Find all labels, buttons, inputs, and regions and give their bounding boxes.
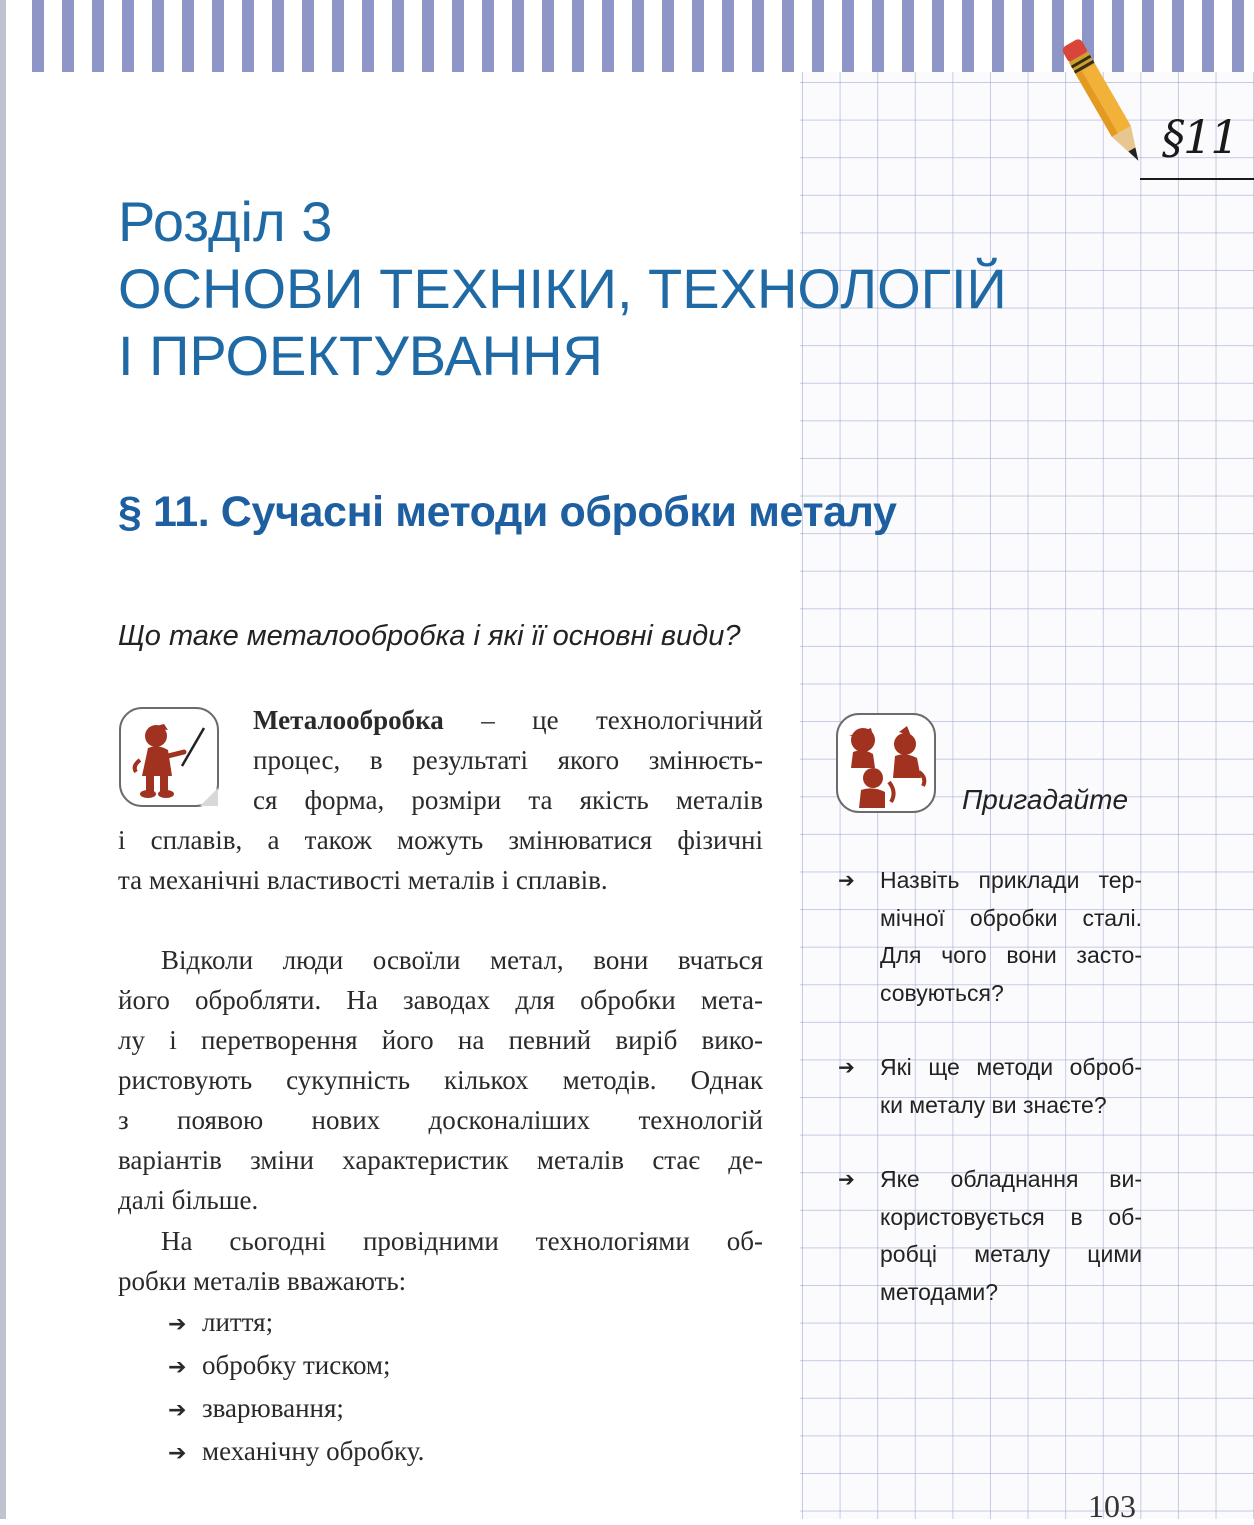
paragraph-technologies [118, 1221, 763, 1301]
section-rule [1140, 178, 1254, 180]
paragraph-history [118, 940, 763, 1220]
page-number: 103 [1088, 1488, 1136, 1524]
list-item: ➔ механічну обробку. [168, 1431, 424, 1474]
question-heading: Що таке металообробка і які її основні види? [118, 620, 741, 652]
definition-term: Металообробка [253, 705, 444, 735]
definition-line: і сплавів, а також можуть змінюватися фізичні [118, 825, 763, 855]
sidebar-question: ➔ Які ще методи оброб- ки металу ви знаєте? [838, 1049, 1142, 1124]
chapter-name-line1: ОСНОВИ ТЕХНІКИ, ТЕХНОЛОГІЙ [118, 257, 1007, 320]
paragraph-line: його обробляти. На заводах для обробки мета- [118, 985, 763, 1015]
sidebar-question: ➔ Яке обладнання ви- користовується в об- робці металу цими методами? [838, 1161, 1142, 1311]
paragraph-line: з появою нових досконаліших технологій [118, 1105, 763, 1135]
list-item: ➔ обробку тиском; [168, 1345, 424, 1388]
paragraph-line: робки металів вважають: [118, 1266, 407, 1296]
sidebar-question: ➔ Назвіть приклади тер- мічної обробки сталі. Для чого вони засто- совуються? [838, 862, 1142, 1012]
arrow-icon: ➔ [168, 1398, 187, 1423]
paragraph-line: Відколи люди освоїли метал, вони вчаться [161, 945, 763, 975]
definition-line: та механічні властивості металів і сплавів. [118, 865, 608, 895]
remember-label: Пригадайте [962, 784, 1129, 815]
arrow-icon: ➔ [168, 1355, 187, 1380]
chapter-name-line2: І ПРОЕКТУВАННЯ [118, 324, 603, 387]
chapter-number: Розділ 3 [118, 190, 333, 253]
arrow-icon: ➔ [838, 1167, 855, 1191]
arrow-icon: ➔ [168, 1441, 187, 1466]
paragraph-line: ристовують сукупність кількох методів. Однак [118, 1065, 763, 1095]
remember-characters-icon [835, 712, 937, 814]
definition-line: ся форма, розміри та якість металів [253, 785, 763, 815]
arrow-icon: ➔ [838, 868, 855, 892]
definition-line: Металообробка – це технологічний [253, 705, 763, 735]
paragraph-line: далі більше. [118, 1185, 259, 1215]
arrow-icon: ➔ [838, 1055, 855, 1079]
definition-continuation [118, 820, 763, 900]
section-title: § 11. Сучасні методи обробки металу [118, 488, 897, 536]
page-border [0, 0, 6, 1519]
arrow-icon: ➔ [168, 1312, 187, 1337]
teacher-character-icon [118, 706, 220, 808]
section-mark: §11 [1162, 110, 1238, 164]
paragraph-line: варіантів зміни характеристик металів стає де- [118, 1145, 763, 1175]
paragraph-line: На сьогодні провідними технологіями об- [161, 1226, 763, 1256]
chapter-title [118, 188, 1007, 389]
list-item: ➔ зварювання; [168, 1388, 424, 1431]
paragraph-line: лу і перетворення його на певний виріб вико- [118, 1025, 763, 1055]
technology-list [168, 1302, 424, 1474]
pencil-icon [1055, 30, 1155, 180]
list-item: ➔ лиття; [168, 1302, 424, 1345]
definition-block [253, 700, 763, 820]
definition-line: процес, в результаті якого змінюєть- [253, 745, 763, 775]
